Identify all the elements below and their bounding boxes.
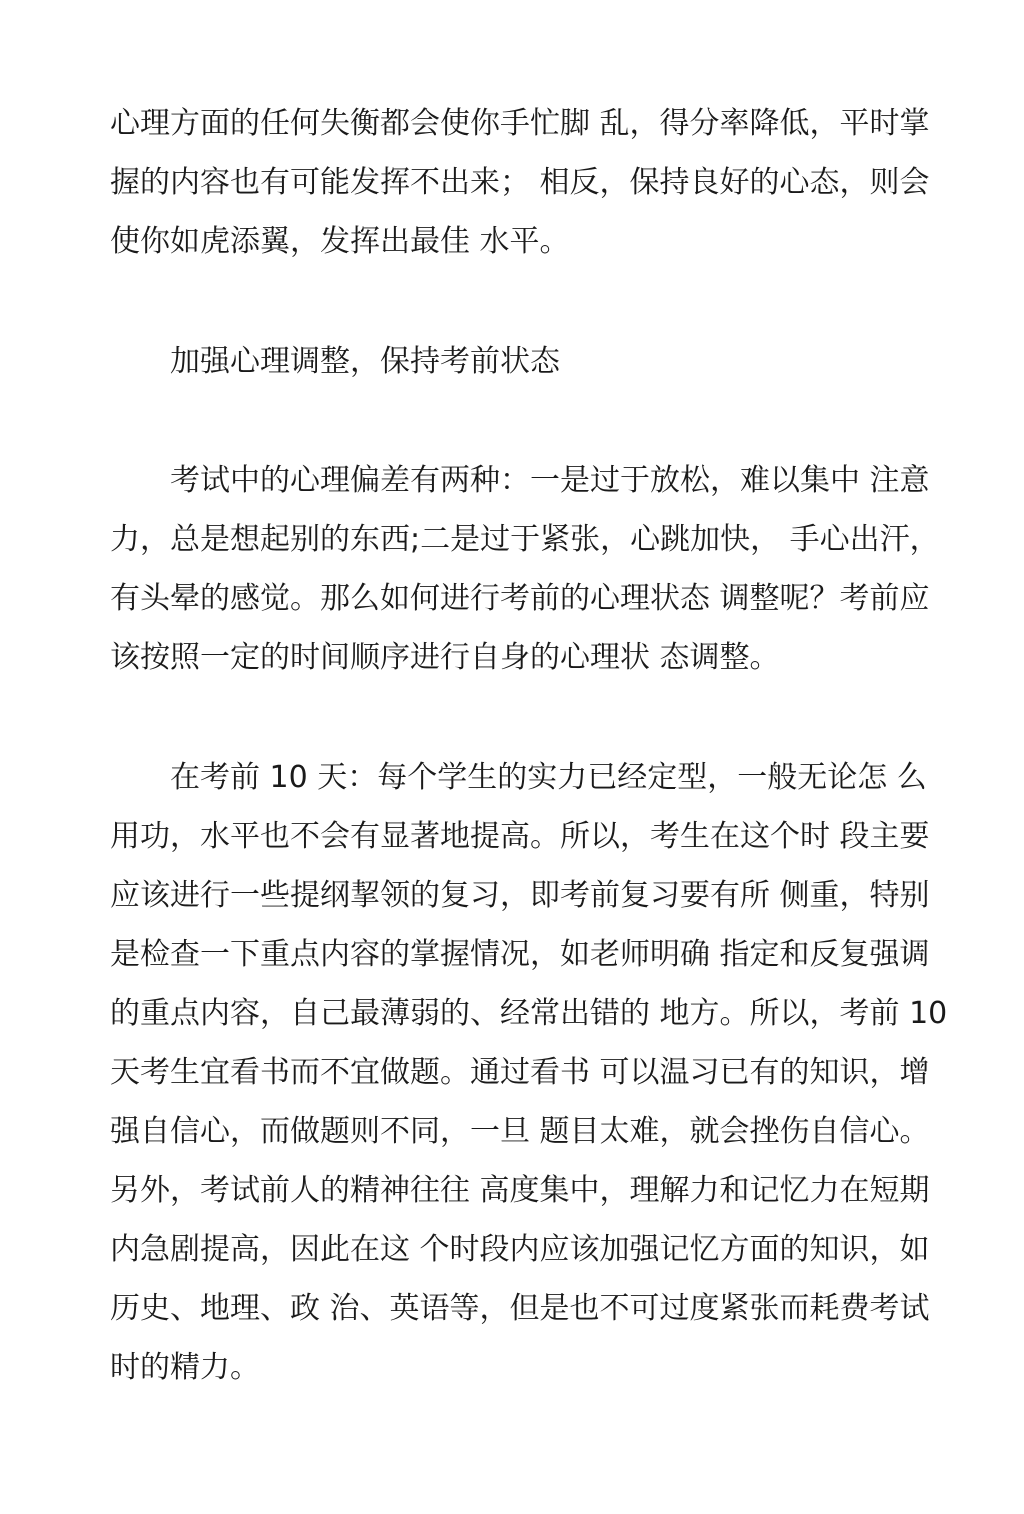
text-line: 的重点内容，自己最薄弱的、经常出错的 地方。所以，考前 10 — [110, 996, 948, 1031]
text-line: 天考生宜看书而不宜做题。通过看书 可以温习已有的知识，增 — [110, 1055, 930, 1090]
text-line: 另外，考试前人的精神往往 高度集中，理解力和记忆力在短期 — [110, 1173, 930, 1208]
text-line: 有头晕的感觉。那么如何进行考前的心理状态 调整呢？考前应 — [110, 581, 930, 616]
section-heading — [110, 332, 924, 391]
text-line: 用功，水平也不会有显著地提高。所以，考生在这个时 段主要 — [110, 819, 930, 854]
text-line: 力，总是想起别的东西;二是过于紧张，心跳加快， 手心出汗， — [110, 522, 940, 557]
text-line: 历史、地理、政 治、英语等，但是也不可过度紧张而耗费考试 — [110, 1291, 930, 1326]
text-line: 时的精力。 — [110, 1350, 260, 1385]
text-line: 应该进行一些提纲挈领的复习，即考前复习要有所 侧重，特别 — [110, 878, 930, 913]
text-line: 心理方面的任何失衡都会使你手忙脚 乱，得分率降低，平时掌 — [110, 106, 930, 141]
paragraph-ten-days-before — [110, 748, 948, 1397]
text-line: 该按照一定的时间顺序进行自身的心理状 态调整。 — [110, 640, 780, 675]
text-line: 考试中的心理偏差有两种：一是过于放松，难以集中 注意 — [170, 463, 930, 498]
text-line: 强自信心，而做题则不同，一旦 题目太难，就会挫伤自信心。 — [110, 1114, 930, 1149]
text-line: 使你如虎添翼，发挥出最佳 水平。 — [110, 224, 570, 259]
paragraph-mental-balance — [110, 94, 930, 271]
text-line: 握的内容也有可能发挥不出来； 相反，保持良好的心态，则会 — [110, 165, 930, 200]
heading-text: 加强心理调整，保持考前状态 — [170, 344, 560, 379]
text-line: 内急剧提高，因此在这 个时段内应该加强记忆方面的知识，如 — [110, 1232, 930, 1267]
paragraph-mental-deviation — [110, 451, 940, 687]
text-line: 在考前 10 天：每个学生的实力已经定型，一般无论怎 么 — [170, 760, 927, 795]
text-line: 是检查一下重点内容的掌握情况，如老师明确 指定和反复强调 — [110, 937, 930, 972]
